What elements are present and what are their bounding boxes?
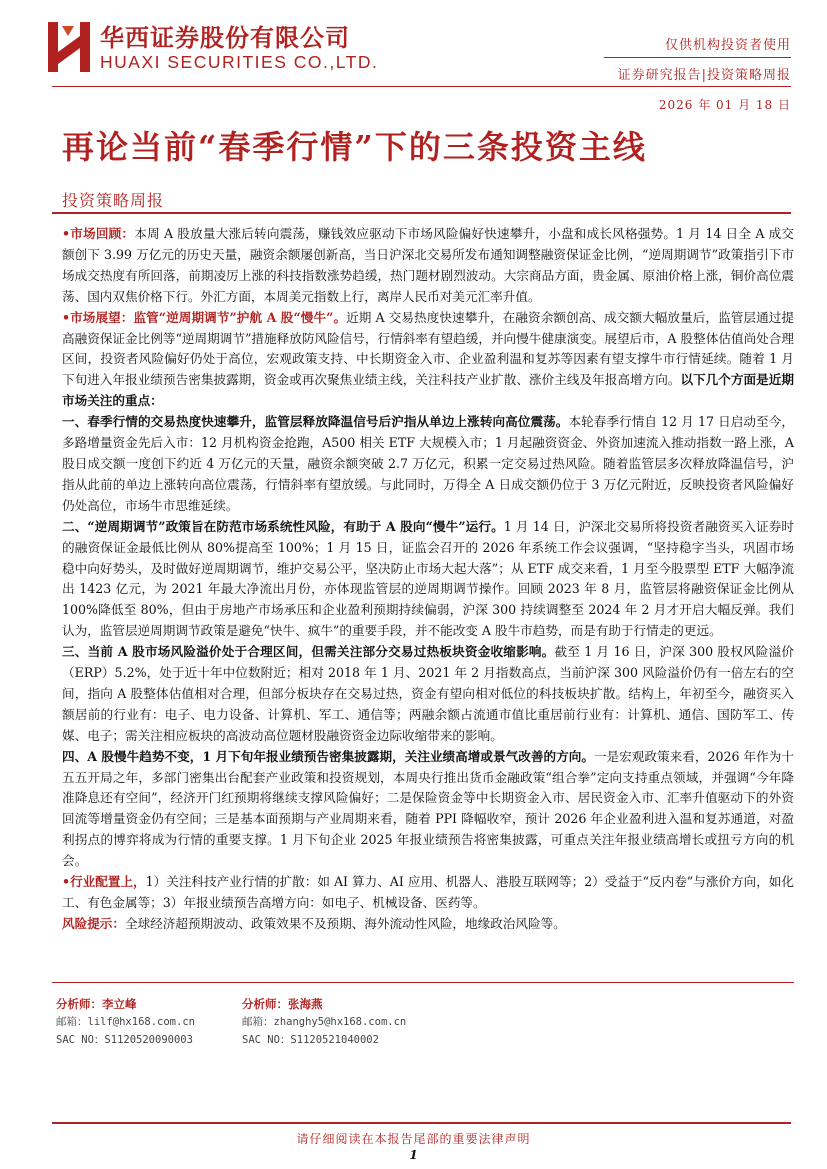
report-title: 再论当前“春季行情”下的三条投资主线	[62, 128, 647, 166]
analyst-name: 分析师：李立峰	[56, 997, 137, 1011]
paragraph-text: 本轮春季行情自 12 月 17 日启动至今，多路增量资金先后入市：12 月机构资金抢跑，A500 相关 ETF 大规模入市；1 月起融资资金、外资加速流入推动指数一路上涨，A 股日成交额一度创下约近 4 万亿元的天量，融资余额突破 2.7 万亿元，积累一定交易过热风险。随着监管层多次释放降温信号，沪指从此前的单边上涨转向高位震荡，行情斜率有望放缓。与此同时，万得全 A 日成交额仍位于 3 万亿元附近，反映投资者风险偏好仍处高位，市场牛市思维延续。	[62, 414, 794, 513]
analyst-card	[242, 995, 406, 1049]
paragraph-text: 全球经济超预期波动、政策效果不及预期、海外流动性风险，地缘政治风险等。	[124, 915, 566, 931]
audience-note: 仅供机构投资者使用	[664, 38, 791, 53]
header-divider	[604, 57, 791, 58]
paragraph-text: 近期 A 交易热度快速攀升，在融资余额创高、成交额大幅放量后，监管层通过提高融资保证金比例等“逆周期调节”措施释放防风险信号，行情斜率有望趋缓，并向慢牛健康演变。展望后市，A 股整体估值尚处合理区间，投资者风险偏好仍处于高位，宏观政策支持、中长期资金入市、企业盈利温和复苏等因素有望支撑牛市行情延续。随着 1 月下旬进入年报业绩预告密集披露期，资金或再次聚焦业绩主线，关注科技产业扩散、涨价主线及年报高增方向。	[62, 309, 795, 388]
risk-warning-paragraph	[62, 914, 794, 935]
analyst-card	[56, 995, 195, 1049]
analyst-section	[52, 982, 794, 1092]
header-divider	[52, 86, 791, 87]
huaxi-logo-icon	[48, 22, 90, 72]
focus-heading: 二、“逆周期调节”政策旨在防范市场系统性风险，有助于 A 股向“慢牛”运行。	[62, 518, 504, 534]
report-category: 证券研究报告|投资策略周报	[617, 68, 791, 83]
analyst-email[interactable]: 邮箱：lilf@hx168.com.cn	[56, 1016, 195, 1028]
section-label: 风险提示：	[62, 915, 125, 931]
analyst-email[interactable]: 邮箱：zhanghy5@hx168.com.cn	[242, 1016, 407, 1028]
paragraph-text: 本周 A 股放量大涨后转向震荡，赚钱效应驱动下市场风险偏好快速攀升，小盘和成长风格强势。1 月 14 日全 A 成交额创下 3.99 万亿元的历史天量，融资余额屡创新高，当日沪深北交易所发布通知调整融资保证金比例，“逆周期调节”政策指引下市场成交热度有所回落，前期凌厉上涨的科技指数涨势趋缓，热门题材剧烈波动。大宗商品方面，贵金属、原油价格上涨，铜价高位震荡、国内双焦价格下行。外汇方面，本周美元指数上行，离岸人民币对美元汇率升值。	[62, 226, 795, 304]
industry-allocation-paragraph	[62, 872, 794, 914]
paragraph-text: 1 月 14 日，沪深北交易所将投资者融资买入证券时的融资保证金最低比例从 80%提高至 100%；1 月 15 日，证监会召开的 2026 年系统工作会议强调，“坚持稳字当头，巩固市场稳中向好势头，及时做好逆周期调节，维护交易公平，坚决防止市场大起大落”；从 ETF 成交来看，1 月至今股票型 ETF 大幅净流出 1423 亿元，为 2021 年最大净流出月份，亦体现监管层的逆周期调节操作。回顾 2023 年 8 月，监管层将融资保证金比例从 100%降低至 80%，但由于房地产市场承压和企业盈利预期持续偏弱，沪深 300 持续调整至 2024 年 2 月才开启大幅反弹。我们认为，监管层逆周期调节政策是避免“快牛、疯牛”的重要手段，并不能改变 A 股牛市趋势，而是有助于行情走的更远。	[62, 518, 794, 639]
section-label: 市场展望：监管“逆周期调节”护航 A 股“慢牛”。	[70, 309, 347, 325]
title-divider	[52, 212, 791, 214]
market-review-paragraph	[62, 224, 794, 308]
focus-point-3	[62, 642, 794, 747]
analyst-sac: SAC NO：S1120521040002	[242, 1034, 379, 1046]
paragraph-text: 截至 1 月 16 日，沪深 300 股权风险溢价（ERP）5.2%，处于近十年中位数附近；相对 2018 年 1 月、2021 年 2 月指数高点，当前沪深 300 风险溢价仍有一倍左右的空间，指向 A 股整体估值相对合理，但部分板块存在交易过热，资金有望向相对低位的科技板块扩散。结构上，年初至今，融资买入额居前的行业有：电子、电力设备、计算机、军工、通信等；两融余额占流通市值比重居前行业有：计算机、通信、国防军工、传媒、电子；需关注相应板块的高波动高位题材股融资资金边际收缩带来的影响。	[62, 644, 794, 743]
focus-heading: 四、A 股慢牛趋势不变，1 月下旬年报业绩预告密集披露期，关注业绩高增或景气改善的方向。	[62, 748, 594, 764]
report-date: 2026 年 01 月 18 日	[658, 98, 791, 112]
focus-point-2	[62, 517, 794, 642]
bullet-icon: •	[62, 226, 71, 241]
focus-point-1	[62, 412, 794, 517]
page-number: 1	[409, 1148, 418, 1162]
footer-divider	[52, 1122, 791, 1124]
bullet-icon: •	[62, 309, 71, 325]
focus-point-4	[62, 747, 794, 872]
market-outlook-paragraph	[62, 308, 794, 413]
company-name-en: HUAXI SECURITIES CO.,LTD.	[100, 52, 379, 72]
report-body	[62, 224, 794, 935]
report-type: 投资策略周报	[62, 191, 165, 210]
section-label: 市场回顾：	[70, 226, 135, 241]
analyst-sac: SAC NO：S1120520090003	[56, 1034, 193, 1046]
focus-heading: 三、当前 A 股市场风险溢价处于合理区间，但需关注部分交易过热板块资金收缩影响。	[62, 644, 555, 660]
paragraph-emphasis: 以下几个方面是近期市场关注的重点：	[62, 372, 795, 409]
paragraph-text: 一是宏观政策来看，2026 年作为十五五开局之年，多部门密集出台配套产业政策和投资规划，本周央行推出货币金融政策“组合拳”定向支持重点领域，并强调“今年降准降息还有空间”，经济开门红预期将继续支撑风险偏好；二是保险资金等中长期资金入市、居民资金入市、汇率升值驱动下的外资回流等增量资金仍有空间；三是基本面预期与产业周期来看，随着 PPI 降幅收窄，预计 2026 年企业盈利进入温和复苏通道，对盈利拐点的博弈将成为行情的重要支撑。1 月下旬企业 2025 年报业绩预告将密集披露，可重点关注年报业绩高增长或扭亏方向的机会。	[62, 748, 794, 869]
company-name-cn: 华西证券股份有限公司	[100, 24, 350, 52]
paragraph-text: 1）关注科技产业行情的扩散：如 AI 算力、AI 应用、机器人、港股互联网等；2）受益于“反内卷”与涨价方向，如化工、有色金属等；3）年报业绩预告高增方向：如电子、机械设备、医药等。	[62, 874, 794, 910]
legal-notice: 请仔细阅读在本报告尾部的重要法律声明	[296, 1132, 531, 1146]
bullet-icon: •	[62, 874, 71, 890]
analyst-name: 分析师：张海燕	[242, 997, 323, 1011]
report-header	[0, 0, 827, 118]
focus-heading: 一、春季行情的交易热度快速攀升，监管层释放降温信号后沪指从单边上涨转向高位震荡。	[62, 414, 569, 430]
section-label: 行业配置上，	[70, 874, 146, 890]
